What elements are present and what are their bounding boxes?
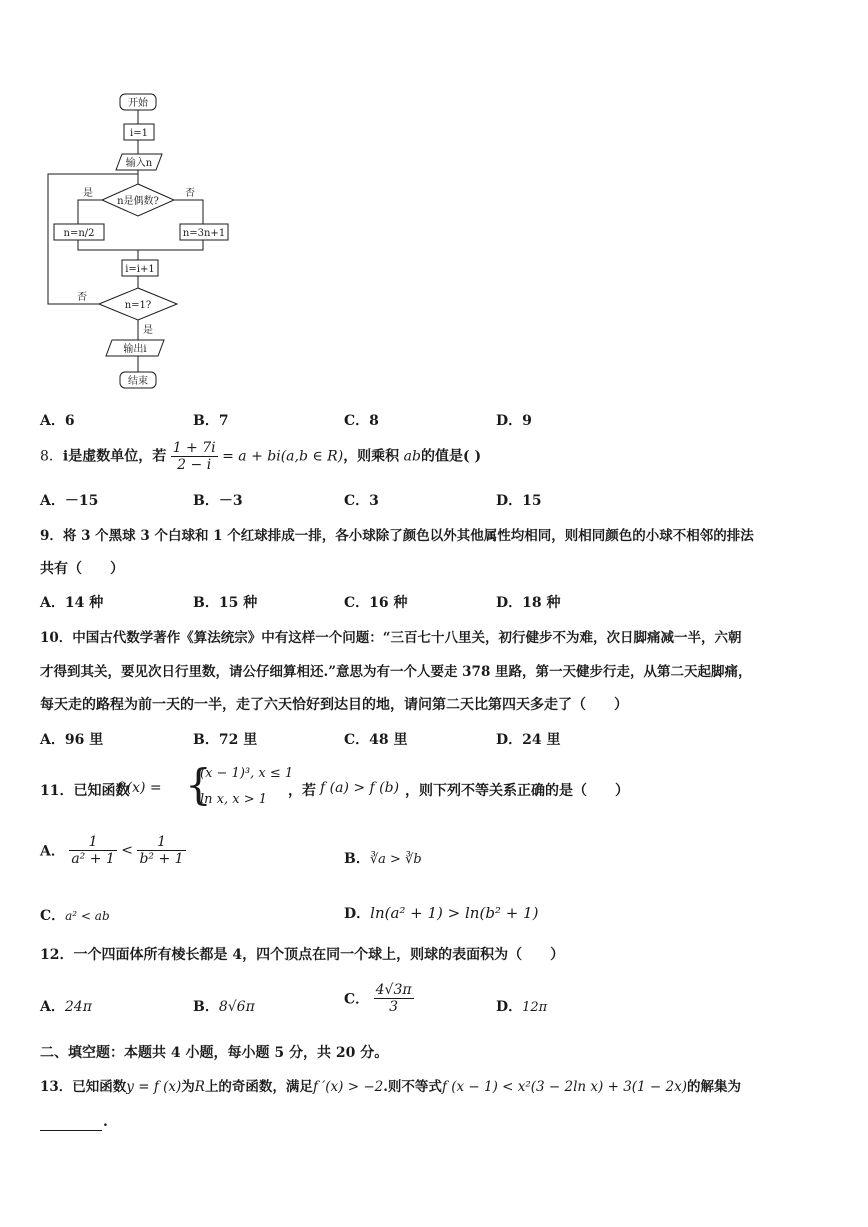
q11-case2: ln x, x > 1 [200, 792, 268, 807]
q8-option-a[interactable]: A．－15 [40, 493, 99, 509]
q8-tail: 的值是( ) [420, 448, 482, 465]
q9-option-c[interactable]: C．16 种 [344, 595, 408, 611]
flow-no1-text: 否 [185, 188, 195, 199]
q11-option-c[interactable]: C．a² < ab [40, 908, 110, 924]
q13-answer-blank[interactable] [40, 1114, 102, 1131]
q10-option-b[interactable]: B．72 里 [193, 732, 258, 748]
flow-init-text: i=1 [130, 128, 148, 139]
flow-inc-text: i=i+1 [125, 264, 155, 275]
q11-case1: (x − 1)³, x ≤ 1 [200, 766, 294, 781]
q8-option-c[interactable]: C．3 [344, 493, 379, 509]
q12-stem: 12．一个四面体所有棱长都是 4，四个顶点在同一个球上，则球的表面积为（ ） [40, 947, 565, 963]
q8-post: ，则乘积 [343, 448, 400, 465]
q8-pre: i是虚数单位，若 [62, 448, 167, 465]
flowchart [40, 88, 240, 398]
q13-stem: 13．已知函数y = f (x)为R上的奇函数，满足f ′(x) > −2.则不等式f (x − 1) < x²(3 − 2ln x) + 3(1 − 2x)的解集为 [40, 1079, 742, 1095]
q11-fx: f (x) = [117, 780, 162, 796]
q11-option-d[interactable]: D．ln(a² + 1) > ln(b² + 1) [344, 904, 539, 922]
q9-option-b[interactable]: B．15 种 [193, 595, 258, 611]
q11-option-a[interactable]: A． $\frac{1}{\text{a² + 1}}$ < $\frac{1}{\text{b² + 1}}$ [40, 834, 184, 867]
q11-opta-frac2: $\frac{1}{\text{b² + 1}}$ [139, 834, 184, 867]
q8-fraction: $\frac{1 + 7i}{2 - i}$ [172, 440, 216, 473]
q8-option-d[interactable]: D．15 [496, 493, 542, 509]
q12-option-c[interactable]: C． $\frac{4√3\pi}{3}$ [344, 982, 412, 1015]
flow-cond2-text: n=1? [124, 300, 152, 311]
q11-cond: f (a) > f (b) [320, 780, 400, 796]
q13-expr1: y = f (x) [126, 1079, 182, 1095]
q12-option-b[interactable]: B．8√6π [193, 999, 255, 1015]
q9-line1: 9．将 3 个黑球 3 个白球和 1 个红球排成一排，各小球除了颜色以外其他属性均相同，则相同颜色的小球不相邻的排法 [40, 528, 754, 544]
q7-option-a[interactable]: A．6 [40, 413, 75, 429]
q8-option-b[interactable]: B．－3 [193, 493, 243, 509]
q10-option-a[interactable]: A．96 里 [40, 732, 104, 748]
section-two-heading: 二、填空题：本题共 4 小题，每小题 5 分，共 20 分。 [40, 1045, 389, 1061]
q11-opta-frac1: $\frac{1}{\text{a² + 1}}$ [71, 834, 115, 867]
q11-brace: { [185, 760, 212, 809]
flow-output-text: 输出i [123, 344, 147, 355]
q13-expr3: f (x − 1) < x²(3 − 2ln x) + 3(1 − 2x) [441, 1079, 688, 1095]
q10-option-c[interactable]: C．48 里 [344, 732, 408, 748]
flow-left-text: n=n/2 [63, 228, 95, 239]
q7-option-b[interactable]: B．7 [193, 413, 229, 429]
q12-option-d[interactable]: D．12π [496, 999, 548, 1015]
q13-expr2: f ′(x) > −2 [312, 1079, 384, 1095]
q13-blank-period: . [103, 1114, 108, 1130]
q12-optc-frac: $\frac{4√3\pi}{3}$ [375, 982, 412, 1015]
q9-option-d[interactable]: D．18 种 [496, 595, 561, 611]
q11-number: 11．已知函数 [40, 783, 130, 799]
q7-option-d[interactable]: D．9 [496, 413, 532, 429]
flow-no2-text: 否 [77, 292, 87, 303]
flow-end-text: 结束 [128, 376, 148, 387]
q13-number: 13．已知函数 [40, 1079, 127, 1095]
q10-option-d[interactable]: D．24 里 [496, 732, 561, 748]
q10-line1: 10．中国古代数学著作《算法统宗》中有这样一个问题：“三百七十八里关，初行健步不为难，次日脚痛减一半，六朝 [40, 630, 742, 646]
q7-option-c[interactable]: C．8 [344, 413, 379, 429]
q11-option-b[interactable]: B．∛a > ∛b [344, 851, 422, 867]
flow-input-text: 输入n [125, 158, 153, 169]
q8-ab: ab [403, 448, 421, 465]
q8-number: 8． [40, 448, 63, 465]
flow-yes1-text: 是 [83, 188, 93, 199]
flow-right-text: n=3n+1 [182, 228, 226, 239]
flow-yes2-text: 是 [143, 325, 153, 336]
q10-line3: 每天走的路程为前一天的一半，走了六天恰好到达目的地，请问第二天比第四天多走了（ ） [40, 697, 628, 713]
flow-start-text: 开始 [128, 98, 148, 109]
q12-option-a[interactable]: A．24π [40, 999, 92, 1015]
q11-post: ，若 [288, 783, 316, 799]
q10-line2: 才得到其关，要见次日行里数，请公仔细算相还.”意思为有一个人要走 378 里路，第一天健步行走，从第二天起脚痛， [40, 664, 752, 680]
q11-tail: ，则下列不等关系正确的是（ ） [405, 783, 629, 799]
q8-equation: = a + bi(a,b ∈ R) [222, 448, 344, 465]
q8-stem [40, 440, 481, 473]
q9-line2: 共有（ ） [40, 561, 124, 577]
q9-option-a[interactable]: A．14 种 [40, 595, 104, 611]
flow-cond1-text: n是偶数? [117, 196, 159, 207]
